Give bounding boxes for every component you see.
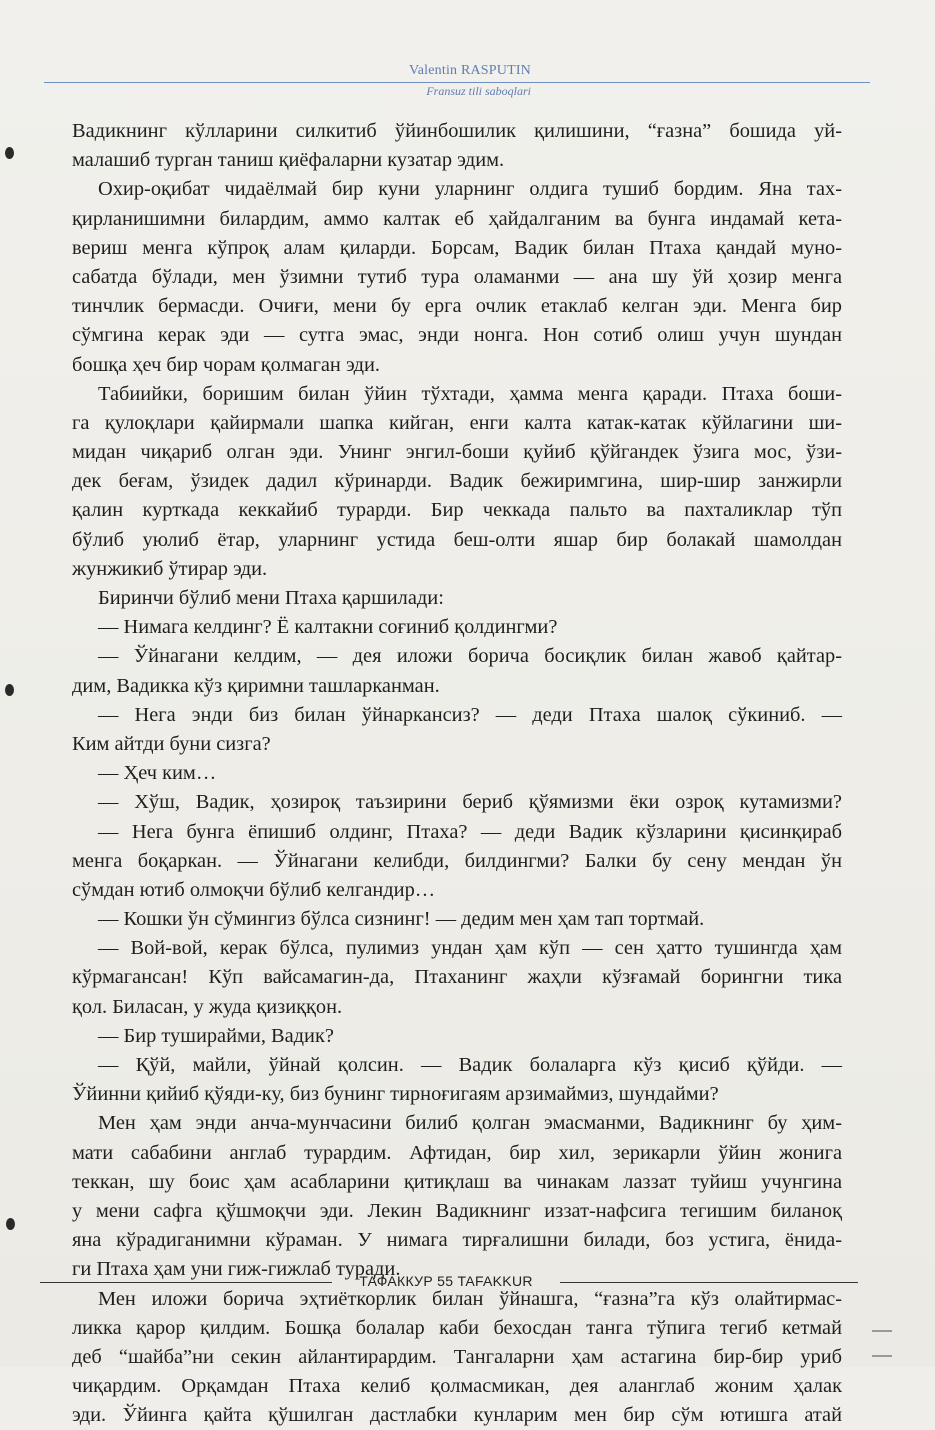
text-line: — Нимага келдинг? Ё калтакни соғиниб қолдингми? [98, 616, 558, 639]
binder-hole [6, 1218, 15, 1230]
text-line: Табиийки, боришим билан ўйин тўхтади, ҳамма менга қаради. Птаха боши- [98, 382, 842, 405]
text-line: Мен иложи борича эҳтиёткорлик билан ўйнашга, “ғазна”га кўз олайтирмас- [98, 1287, 842, 1310]
header-author: Valentin RASPUTIN [408, 63, 531, 78]
text-line: — Нега бунга ёпишиб олдинг, Птаха? — деди Вадик кўзларини қисинқираб [98, 820, 842, 843]
text-line: сўмдан ютиб олмоқчи бўлиб келгандир… [72, 878, 436, 901]
text-line: сўмгина керак эди — сутга эмас, энди нонга. Нон сотиб олиш учун шундан [72, 324, 842, 347]
header-subtitle: Fransuz tili saboqlari [426, 84, 531, 98]
text-line: ликка қарор қилдим. Бошқа болалар каби бехосдан танга тўпига тегиб кетмай [72, 1316, 842, 1339]
text-line: — Ҳеч ким… [98, 762, 217, 785]
text-line: — Қўй, майли, ўйнай қолсин. — Вадик болаларга кўз қисиб қўйди. — [98, 1054, 842, 1076]
text-line: дек беғам, ўзидек дадил кўринарди. Вадик бежиримгина, шир-шир занжирли [72, 470, 842, 493]
text-line: Вадикнинг кўлларини силкитиб ўйинбошилик қилишини, “ғазна” бошида уй- [72, 120, 842, 142]
text-line: деб “шайба”ни секин айлантирардим. Тангаларни ҳам астагина бир-бир уриб [72, 1345, 842, 1368]
text-line: қирланишимни билардим, аммо калтак еб ҳайдалганим ва бунга индамай кета- [72, 207, 842, 230]
footer-folio: ТАФАККУР 55 TAFAKKUR [359, 1273, 533, 1289]
text-line: сабатда бўлади, мен ўзимни тутиб тура оламанми — ана шу ўй ҳозир менга [72, 265, 842, 288]
text-line: чиқардим. Орқамдан Птаха келиб қолмасмикан, дея аланглаб жоним ҳалак [72, 1375, 842, 1398]
text-line: Охир-оқибат чидаёлмай бир куни уларнинг олдига тушиб бордим. Яна тах- [98, 178, 842, 201]
text-line: Ўйинни қийиб қўяди-ку, биз бунинг тирноғигаям арзимаймиз, шундайми? [72, 1083, 719, 1106]
text-line: жунжикиб ўтирар эди. [72, 557, 268, 580]
text-line: яна кўрадиганимни кўраман. У нимага тирғалишни билади, боз устига, ёнида- [72, 1229, 842, 1252]
edge-mark [872, 1330, 892, 1332]
text-line: у мени сафга қўшмоқчи эди. Лекин Вадикнинг иззат-нафсига тегишим биланоқ [72, 1199, 842, 1222]
text-line: Мен ҳам энди анча-мунчасини билиб қолган эмасманми, Вадикнинг бу ҳим- [98, 1112, 842, 1135]
text-line: бўлиб уюлиб ётар, уларнинг устида беш-олти яшар бир болакай шамолдан [72, 528, 842, 551]
text-line: малашиб турган таниш қиёфаларни кузатар эдим. [72, 149, 505, 172]
text-line: қол. Биласан, у жуда қизиққон. [72, 995, 343, 1018]
text-line: теккан, шу боис ҳам асабларини қитиқлаш ва чинакам лаззат туйиш учунгина [72, 1170, 842, 1193]
text-line: дим, Вадикка кўз қиримни ташларканман. [72, 674, 440, 697]
footer-rule [40, 1282, 332, 1283]
text-line: бошқа ҳеч бир чорам қолмаган эди. [72, 353, 381, 376]
text-line: — Нега энди биз билан ўйнаркансиз? — деди Птаха шалоқ сўкиниб. — [98, 703, 842, 726]
text-line: менга боқаркан. — Ўйнагани келибди, билдингми? Балки бу сену мендан ўн [72, 849, 842, 872]
text-line: — Кошки ўн сўмингиз бўлса сизнинг! — дедим мен ҳам тап тортмай. [98, 908, 705, 931]
text-line: га қулоқлари қайирмали шапка кийган, енги калта катак-катак кўйлагини ши- [72, 411, 842, 434]
body-text [72, 117, 842, 1430]
text-line: Биринчи бўлиб мени Птаха қаршилади: [98, 587, 444, 609]
binder-hole [5, 147, 14, 159]
text-line: қалин курткада кеккайиб турарди. Бир чеккада пальто ва пахталиклар тўп [72, 499, 842, 522]
text-line: мати сабабини англаб турардим. Афтидан, бир хил, зерикарли ўйин жонига [72, 1141, 842, 1164]
text-line: — Бир туширайми, Вадик? [98, 1024, 334, 1047]
running-header [0, 60, 935, 110]
edge-mark [872, 1355, 892, 1357]
text-line: ги Птаха ҳам уни гиж-гижлаб туради. [72, 1258, 401, 1281]
text-line: кўрмагансан! Кўп вайсамагин-да, Птаханинг жаҳли кўзғамай борингни тика [72, 966, 842, 989]
text-line: эди. Ўйинга қайта қўшилган дастлабки кунларим мен бир сўм ютишга атай [72, 1404, 842, 1427]
text-line: — Вой-вой, керак бўлса, пулимиз ундан ҳам кўп — сен ҳатто тушингда ҳам [98, 937, 842, 960]
text-line: мидан чиқариб олган эди. Унинг энгил-боши қуйиб қўйгандек ўзига мос, ўзи- [72, 441, 842, 464]
header-rule [44, 82, 870, 83]
footer-rule [560, 1282, 858, 1283]
text-line: Ким айтди буни сизга? [72, 732, 271, 755]
text-line: — Ўйнагани келдим, — дея иложи борича босиқлик билан жавоб қайтар- [98, 645, 842, 668]
text-line: тинчлик бермасди. Очиғи, мени бу ерга очлик етаклаб келган эди. Менга бир [72, 295, 842, 318]
page-footer [40, 1272, 860, 1292]
binder-hole [5, 684, 14, 696]
text-line: вериш менга кўпроқ алам қиларди. Борсам, Вадик билан Птаха қандай муно- [72, 236, 842, 259]
text-line: — Хўш, Вадик, ҳозироқ таъзирини бериб қўямизми ёки озроқ кутамизми? [98, 791, 842, 814]
